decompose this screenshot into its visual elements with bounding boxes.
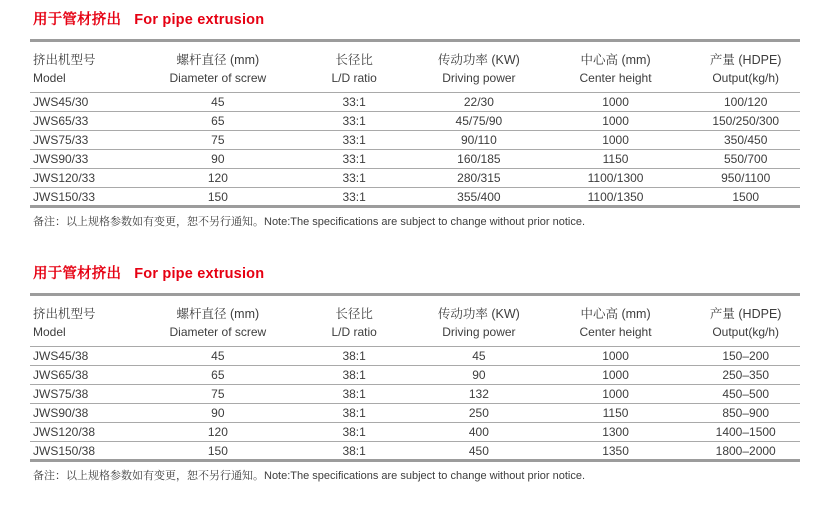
cell: 120 bbox=[145, 423, 290, 442]
cell: 1400–1500 bbox=[691, 423, 800, 442]
column-header: Driving power bbox=[418, 325, 540, 347]
header-row-cn bbox=[30, 41, 800, 72]
cell: 150 bbox=[145, 442, 290, 461]
cell: 550/700 bbox=[691, 150, 800, 169]
column-header: 挤出机型号 bbox=[33, 307, 96, 321]
cell: 850–900 bbox=[691, 404, 800, 423]
cell: 450–500 bbox=[691, 385, 800, 404]
section-title-cn: 用于管材挤出 bbox=[33, 12, 122, 28]
cell: 355/400 bbox=[418, 188, 540, 207]
column-header: L/D ratio bbox=[290, 325, 418, 347]
cell: 400 bbox=[418, 423, 540, 442]
cell: JWS120/33 bbox=[30, 169, 145, 188]
cell: 1000 bbox=[540, 131, 692, 150]
cell: 38:1 bbox=[342, 349, 366, 363]
header-row-en bbox=[30, 325, 800, 347]
cell: 45 bbox=[211, 95, 225, 109]
table-row bbox=[30, 169, 800, 188]
column-header: Diameter of screw bbox=[145, 325, 290, 347]
cell: 90 bbox=[145, 404, 290, 423]
cell: 38:1 bbox=[290, 385, 418, 404]
cell: 350/450 bbox=[691, 131, 800, 150]
header-row-cn bbox=[30, 295, 800, 326]
cell: 150/250/300 bbox=[691, 112, 800, 131]
cell: 1500 bbox=[691, 188, 800, 207]
section-title-cn: 用于管材挤出 bbox=[33, 266, 122, 282]
column-header: Model bbox=[30, 71, 145, 93]
cell: 65 bbox=[145, 112, 290, 131]
cell: JWS65/33 bbox=[30, 112, 145, 131]
cell: JWS75/38 bbox=[30, 385, 145, 404]
cell: 150 bbox=[145, 188, 290, 207]
table-row bbox=[30, 150, 800, 169]
column-header: 长径比 bbox=[335, 53, 373, 67]
cell: 1150 bbox=[540, 150, 692, 169]
cell: 950/1100 bbox=[691, 169, 800, 188]
cell: 22/30 bbox=[463, 95, 494, 109]
pipe-extrusion-section-1 bbox=[0, 12, 838, 229]
cell: 1100/1300 bbox=[540, 169, 692, 188]
cell: JWS45/38 bbox=[33, 349, 89, 363]
cell: 90 bbox=[418, 366, 540, 385]
cell: 1350 bbox=[540, 442, 692, 461]
column-header: Model bbox=[30, 325, 145, 347]
cell: 1000 bbox=[540, 385, 692, 404]
cell: 65 bbox=[145, 366, 290, 385]
column-header: 产量 (HDPE) bbox=[709, 307, 782, 321]
section-title bbox=[33, 266, 838, 283]
header-row-en bbox=[30, 71, 800, 93]
section-title bbox=[33, 12, 838, 29]
cell: 1000 bbox=[602, 349, 629, 363]
cell: 1150 bbox=[540, 404, 692, 423]
cell: 160/185 bbox=[418, 150, 540, 169]
cell: JWS75/33 bbox=[30, 131, 145, 150]
table-row bbox=[30, 423, 800, 442]
table-row bbox=[30, 93, 800, 112]
cell: 33:1 bbox=[290, 112, 418, 131]
table-row bbox=[30, 442, 800, 461]
column-header: Diameter of screw bbox=[145, 71, 290, 93]
cell: 33:1 bbox=[290, 188, 418, 207]
cell: 1000 bbox=[540, 366, 692, 385]
column-header: Output(kg/h) bbox=[691, 325, 800, 347]
cell: 38:1 bbox=[290, 404, 418, 423]
table-row bbox=[30, 131, 800, 150]
cell: 45 bbox=[211, 349, 225, 363]
cell: 38:1 bbox=[290, 423, 418, 442]
cell: 90 bbox=[145, 150, 290, 169]
column-header: 长径比 bbox=[335, 307, 373, 321]
column-header: 传动功率 (KW) bbox=[437, 53, 520, 67]
table-row bbox=[30, 404, 800, 423]
cell: 250 bbox=[418, 404, 540, 423]
table-note: 备注：以上规格参数如有变更，恕不另行通知。Note:The specifications are subject to change without prior notice. bbox=[33, 216, 586, 228]
pipe-extrusion-section-2 bbox=[0, 266, 838, 483]
table-row bbox=[30, 366, 800, 385]
cell: 33:1 bbox=[290, 150, 418, 169]
cell: 33:1 bbox=[290, 169, 418, 188]
column-header: Center height bbox=[540, 325, 692, 347]
cell: 132 bbox=[418, 385, 540, 404]
cell: 45 bbox=[472, 349, 486, 363]
table-row bbox=[30, 188, 800, 207]
table-row bbox=[30, 347, 800, 366]
cell: 1100/1350 bbox=[540, 188, 692, 207]
cell: 1000 bbox=[540, 112, 692, 131]
cell: 150–200 bbox=[722, 349, 770, 363]
cell: JWS90/33 bbox=[30, 150, 145, 169]
section-title-en: For pipe extrusion bbox=[134, 266, 265, 282]
column-header: 挤出机型号 bbox=[33, 53, 96, 67]
cell: 450 bbox=[418, 442, 540, 461]
cell: 33:1 bbox=[342, 95, 366, 109]
column-header: 螺杆直径 (mm) bbox=[176, 53, 260, 67]
cell: 280/315 bbox=[418, 169, 540, 188]
column-header: 中心高 (mm) bbox=[580, 307, 651, 321]
cell: JWS150/38 bbox=[30, 442, 145, 461]
cell: 75 bbox=[145, 131, 290, 150]
spec-table-33 bbox=[30, 39, 800, 208]
cell: 1000 bbox=[602, 95, 629, 109]
cell: 250–350 bbox=[691, 366, 800, 385]
column-header: Driving power bbox=[418, 71, 540, 93]
table-row bbox=[30, 112, 800, 131]
cell: JWS150/33 bbox=[30, 188, 145, 207]
cell: 38:1 bbox=[290, 366, 418, 385]
column-header: 螺杆直径 (mm) bbox=[176, 307, 260, 321]
cell: JWS90/38 bbox=[30, 404, 145, 423]
cell: 100/120 bbox=[724, 95, 768, 109]
column-header: Center height bbox=[540, 71, 692, 93]
cell: JWS120/38 bbox=[30, 423, 145, 442]
cell: 1300 bbox=[540, 423, 692, 442]
table-note: 备注：以上规格参数如有变更，恕不另行通知。Note:The specifications are subject to change without prior notice. bbox=[33, 470, 586, 482]
cell: 120 bbox=[145, 169, 290, 188]
cell: 75 bbox=[145, 385, 290, 404]
column-header: 产量 (HDPE) bbox=[709, 53, 782, 67]
cell: 1800–2000 bbox=[691, 442, 800, 461]
cell: 33:1 bbox=[290, 131, 418, 150]
cell: JWS45/30 bbox=[33, 95, 89, 109]
column-header: 传动功率 (KW) bbox=[437, 307, 520, 321]
cell: 38:1 bbox=[290, 442, 418, 461]
spec-table-38 bbox=[30, 293, 800, 462]
column-header: 中心高 (mm) bbox=[580, 53, 651, 67]
cell: 45/75/90 bbox=[418, 112, 540, 131]
section-title-en: For pipe extrusion bbox=[134, 12, 265, 28]
column-header: L/D ratio bbox=[290, 71, 418, 93]
column-header: Output(kg/h) bbox=[691, 71, 800, 93]
table-row bbox=[30, 385, 800, 404]
cell: 90/110 bbox=[418, 131, 540, 150]
cell: JWS65/38 bbox=[30, 366, 145, 385]
